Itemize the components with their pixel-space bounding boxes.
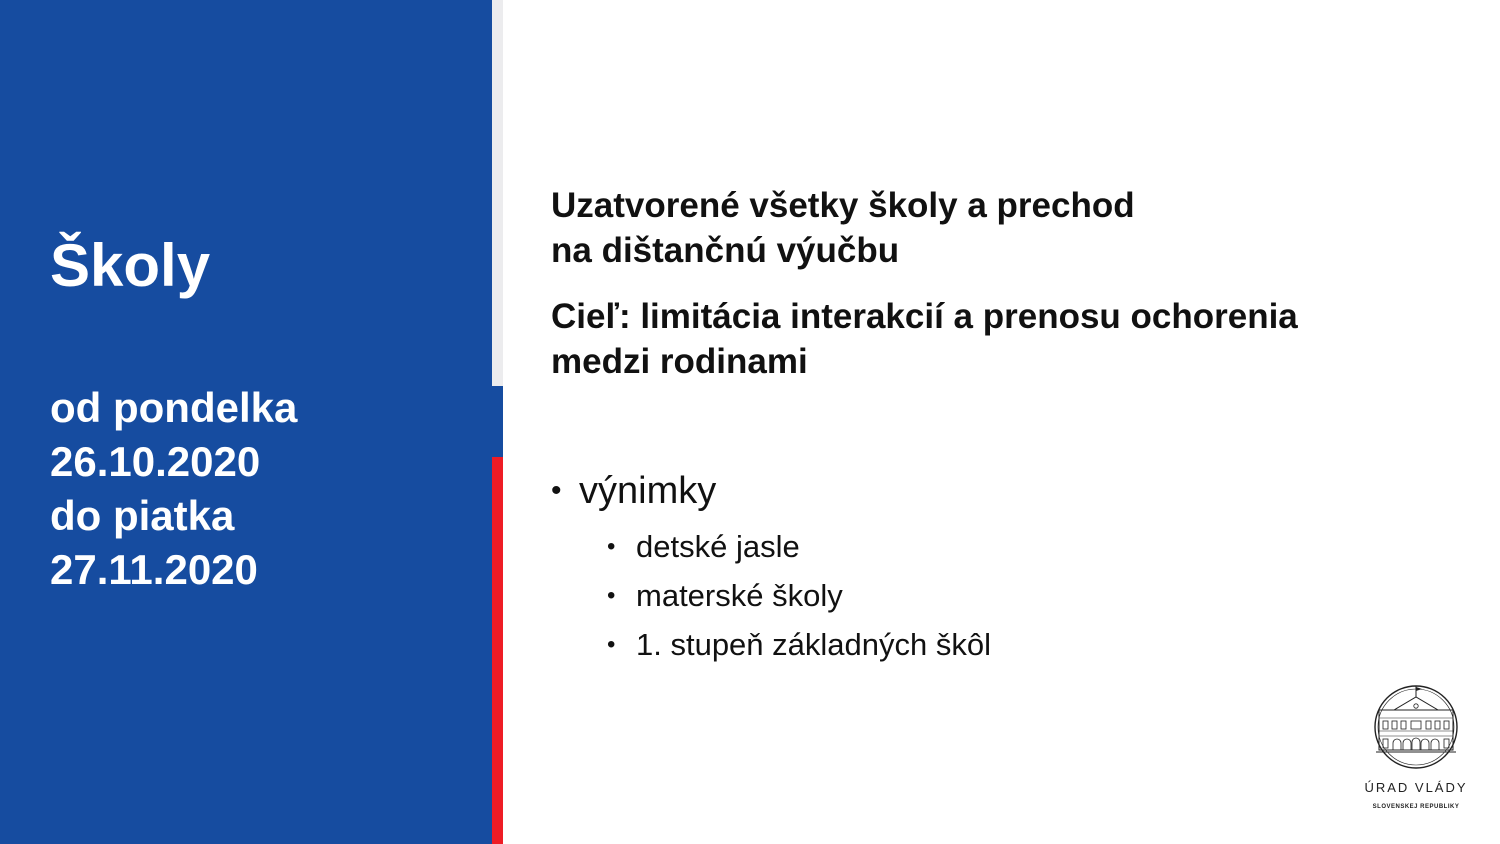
flag-stripe-white — [492, 0, 503, 386]
date-line-start-date: 26.10.2020 — [50, 438, 261, 485]
list-item-label: výnimky — [579, 470, 717, 512]
logo-name: ÚRAD VLÁDY — [1364, 780, 1468, 795]
heading-line: Uzatvorené všetky školy a prechod — [551, 186, 1135, 225]
list-item — [607, 522, 991, 571]
date-line-start-label: od pondelka — [50, 384, 298, 431]
heading-goal — [551, 294, 1298, 384]
list-item-label: detské jasle — [636, 529, 800, 564]
list-item-label: 1. stupeň základných škôl — [636, 627, 991, 662]
exceptions-sublist — [607, 522, 991, 669]
list-item-exceptions — [551, 466, 991, 516]
sidebar-panel — [0, 0, 492, 844]
list-item — [607, 620, 991, 669]
bullet-icon: • — [607, 582, 616, 609]
list-item — [607, 571, 991, 620]
heading-line: medzi rodinami — [551, 342, 808, 381]
bullet-icon: • — [607, 631, 616, 658]
government-office-logo — [1364, 680, 1468, 820]
flag-stripe-blue — [492, 386, 503, 457]
list-item-label: materské školy — [636, 578, 843, 613]
date-line-end-date: 27.11.2020 — [50, 546, 258, 593]
date-range — [50, 381, 297, 597]
heading-line: Cieľ: limitácia interakcií a prenosu ochorenia — [551, 297, 1298, 336]
flag-stripe-red — [492, 457, 503, 844]
heading-line: na dištančnú výučbu — [551, 231, 900, 270]
heading-schools-closed — [551, 183, 1135, 273]
government-building-seal-icon — [1364, 680, 1468, 780]
date-line-end-label: do piatka — [50, 492, 235, 539]
bullet-icon: • — [607, 533, 616, 560]
exceptions-list — [551, 466, 991, 669]
bullet-icon: • — [551, 474, 562, 507]
logo-subtitle: SLOVENSKEJ REPUBLIKY — [1372, 804, 1460, 810]
page-title: Školy — [50, 232, 211, 299]
